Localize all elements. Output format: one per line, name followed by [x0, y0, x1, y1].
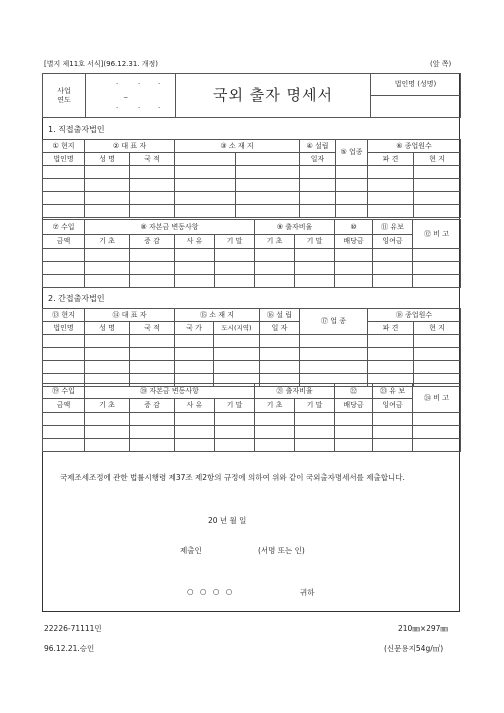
- addressee-suffix: 귀하: [300, 588, 315, 597]
- hdr-reason: 사 유: [175, 235, 215, 249]
- hdr-capital-change: ⑧ 자본금 변동사항: [85, 220, 255, 235]
- corp-name-label: 법인명 (성명): [371, 74, 461, 96]
- hdr-local: 현 지: [414, 153, 461, 166]
- hdr-loc-city: [236, 153, 300, 166]
- hdr2-ending: 기 말: [215, 399, 255, 413]
- indirect-capital-table: [42, 383, 461, 452]
- hdr-employees: ⑥ 종업원수: [368, 140, 461, 153]
- declaration-text: 국제조세조정에 관한 법률시행령 제37조 제2항의 규정에 의하여 위와 같이 국외출자명세서를 제출합니다.: [60, 473, 405, 482]
- hdr2-employees: ⑱ 종업원수: [368, 309, 461, 322]
- hdr-dividend-no: ⑩: [335, 220, 373, 235]
- hdr-investment-ratio: ⑨ 출자비율: [255, 220, 335, 235]
- page-side: (앞 쪽): [430, 60, 452, 68]
- hdr2-change: 증 감: [130, 399, 175, 413]
- table-row[interactable]: [43, 348, 461, 361]
- hdr2-representative: ⑭ 대 표 자: [85, 309, 175, 322]
- hdr-import-amount: ⑦ 수입: [43, 220, 85, 235]
- table-row[interactable]: [43, 275, 461, 288]
- hdr2-est-date: 일 자: [260, 322, 300, 335]
- hdr2-investment-ratio: ㉑ 출자비율: [255, 384, 335, 399]
- hdr2-industry: ⑰ 업 종: [300, 309, 368, 335]
- approval-date: 96.12.21.승인: [44, 644, 95, 653]
- paper-type: (신문용지54g/㎡): [384, 644, 444, 653]
- direct-capital-table: [42, 219, 461, 288]
- table-row[interactable]: [43, 335, 461, 348]
- hdr-corp-name: 법인명: [43, 153, 85, 166]
- hdr-ratio-beginning: 기 초: [255, 235, 295, 249]
- hdr2-dividend-no: ㉒: [335, 384, 373, 399]
- hdr-location: ③ 소 재 지: [175, 140, 300, 153]
- hdr2-remarks: ㉔ 비 고: [413, 384, 461, 413]
- submitter-label: 제출인: [180, 546, 202, 555]
- hdr-retained: ⑪ 유보: [373, 220, 413, 235]
- hdr2-local-corp: ⑬ 현지: [43, 309, 85, 322]
- hdr-retained-earnings: 잉여금: [373, 235, 413, 249]
- signature-label[interactable]: (서명 또는 인): [258, 546, 305, 555]
- hdr2-ratio-ending: 기 말: [295, 399, 335, 413]
- hdr2-rep-nationality: 국 적: [130, 322, 175, 335]
- declaration-date[interactable]: 20 년 월 일: [208, 516, 247, 525]
- hdr-local-corp: ① 현지: [43, 140, 85, 153]
- table-row[interactable]: [43, 166, 461, 179]
- hdr2-dividend: 배당금: [335, 399, 373, 413]
- hdr2-ratio-beginning: 기 초: [255, 399, 295, 413]
- section2-title: 2. 간접출자법인: [48, 294, 105, 303]
- hdr2-dispatched: 파 견: [368, 322, 414, 335]
- corp-name-field[interactable]: [371, 96, 461, 118]
- hdr-dispatched: 파 견: [368, 153, 414, 166]
- form-code: 22226-71111민: [44, 624, 102, 633]
- direct-corp-table: [42, 139, 461, 218]
- hdr2-amount: 금액: [43, 399, 85, 413]
- table-row[interactable]: [43, 262, 461, 275]
- hdr-ratio-ending: 기 말: [295, 235, 335, 249]
- section1-title: 1. 직접출자법인: [48, 125, 105, 134]
- table-row[interactable]: [43, 179, 461, 192]
- hdr2-corp-name: 법인명: [43, 322, 85, 335]
- hdr-industry: ⑤ 업종: [336, 140, 368, 166]
- hdr-representative: ② 대 표 자: [85, 140, 175, 153]
- hdr2-local: 현 지: [414, 322, 461, 335]
- hdr-established: ④ 설립: [300, 140, 336, 153]
- hdr-loc-country: [175, 153, 236, 166]
- mark-7: ·: [158, 104, 161, 112]
- table-row[interactable]: [43, 192, 461, 205]
- business-year-label: 사업 연도: [43, 74, 86, 118]
- hdr2-reason: 사 유: [175, 399, 215, 413]
- hdr2-capital-change: ⑳ 자본금 변동사항: [85, 384, 255, 399]
- hdr2-loc-city: 도시(지역): [214, 322, 260, 335]
- mark-4: _: [124, 90, 128, 98]
- hdr-amount: 금액: [43, 235, 85, 249]
- hdr-remarks: ⑫ 비 고: [413, 220, 461, 249]
- hdr-beginning: 기 초: [85, 235, 130, 249]
- hdr-est-date: 일자: [300, 153, 336, 166]
- table-row[interactable]: [43, 439, 461, 452]
- mark-5: ·: [116, 104, 119, 112]
- hdr2-retained-earnings: 잉여금: [373, 399, 413, 413]
- hdr2-rep-name: 성 명: [85, 322, 130, 335]
- hdr-change: 증 감: [130, 235, 175, 249]
- hdr-ending: 기 말: [215, 235, 255, 249]
- table-row[interactable]: [43, 205, 461, 218]
- table-row[interactable]: [43, 426, 461, 439]
- hdr2-beginning: 기 초: [85, 399, 130, 413]
- mark-6: ·: [138, 104, 141, 112]
- mark-3: ·: [158, 80, 161, 88]
- hdr2-retained: ㉓ 유 보: [373, 384, 413, 399]
- mark-1: ·: [116, 80, 119, 88]
- hdr2-established: ⑯ 설 립: [260, 309, 300, 322]
- title-table: [42, 73, 461, 118]
- form-number: [별지 제11호 서식](96.12.31. 개정): [44, 60, 158, 68]
- hdr-dividend: 배당금: [335, 235, 373, 249]
- table-row[interactable]: [43, 361, 461, 374]
- hdr2-import-amount: ⑲ 수입: [43, 384, 85, 399]
- mark-2: ·: [138, 80, 141, 88]
- addressee: ○ ○ ○ ○: [187, 587, 235, 596]
- hdr-rep-nationality: 국 적: [130, 153, 175, 166]
- hdr2-location: ⑮ 소 재 지: [175, 309, 260, 322]
- paper-size: 210㎜×297㎜: [398, 624, 448, 633]
- business-year-field[interactable]: [86, 74, 176, 118]
- indirect-corp-table: [42, 308, 461, 387]
- table-row[interactable]: [43, 413, 461, 426]
- table-row[interactable]: [43, 249, 461, 262]
- hdr-rep-name: 성 명: [85, 153, 130, 166]
- form-title: 국외 출자 명세서: [176, 74, 371, 118]
- hdr2-loc-country: 국 가: [175, 322, 214, 335]
